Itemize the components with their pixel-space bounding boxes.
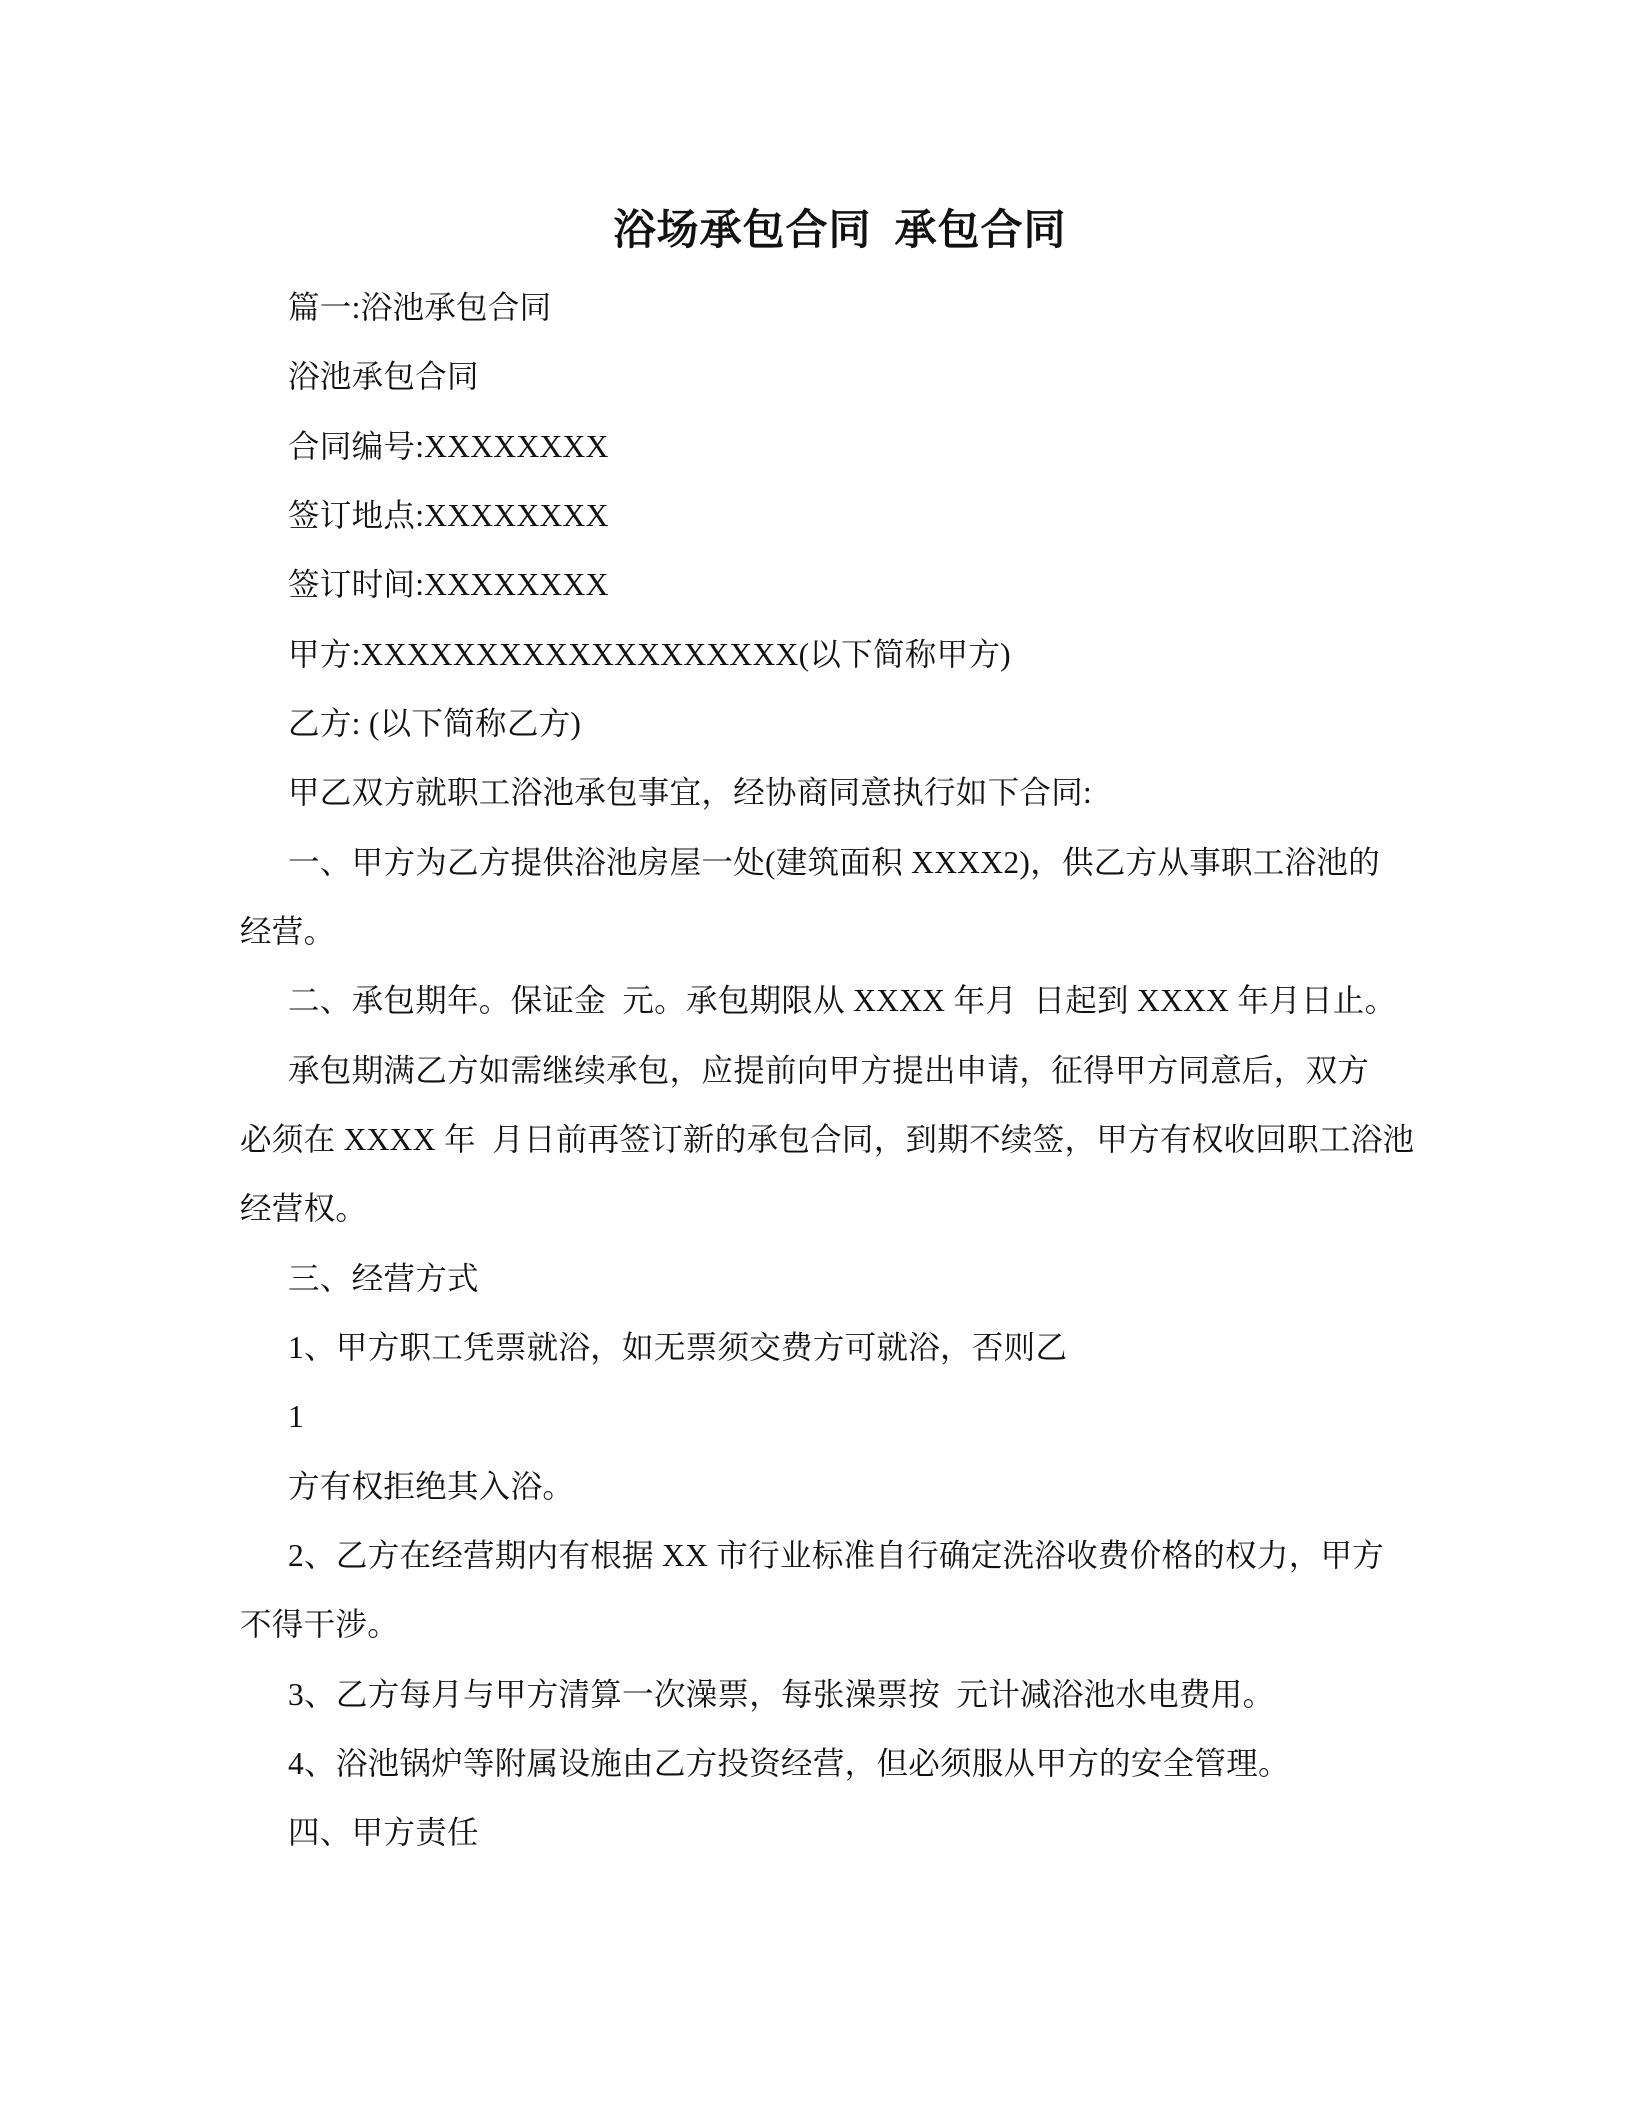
body-line: 4、浴池锅炉等附属设施由乙方投资经营，但必须服从甲方的安全管理。 — [288, 1745, 1290, 1781]
body-line: 乙方: (以下简称乙方) — [288, 705, 582, 741]
body-line: 合同编号:XXXXXXXX — [288, 428, 609, 464]
body-line: 经营。 — [240, 913, 336, 949]
body-line: 浴池承包合同 — [288, 359, 479, 395]
body-line: 承包期满乙方如需继续承包，应提前向甲方提出申请，征得甲方同意后，双方 — [288, 1052, 1370, 1088]
body-line: 1 — [288, 1399, 305, 1435]
body-line: 1、甲方职工凭票就浴，如无票须交费方可就浴，否则乙 — [288, 1329, 1068, 1365]
body-line: 经营权。 — [240, 1191, 368, 1227]
body-line: 方有权拒绝其入浴。 — [288, 1468, 575, 1504]
body-line: 签订时间:XXXXXXXX — [288, 567, 609, 603]
body-line: 不得干涉。 — [240, 1607, 400, 1643]
body-line: 必须在 XXXX 年 月日前再签订新的承包合同，到期不续签，甲方有权收回职工浴池 — [240, 1121, 1415, 1157]
body-line: 甲方:XXXXXXXXXXXXXXXXXXX(以下简称甲方) — [288, 636, 1011, 672]
body-line: 四、甲方责任 — [288, 1815, 479, 1851]
body-line: 一、甲方为乙方提供浴池房屋一处(建筑面积 XXXX2)，供乙方从事职工浴池的 — [288, 844, 1381, 880]
body-line: 2、乙方在经营期内有根据 XX 市行业标准自行确定洗浴收费价格的权力，甲方 — [288, 1537, 1385, 1573]
document-title: 浴场承包合同 承包合同 — [613, 208, 1067, 254]
body-line: 3、乙方每月与甲方清算一次澡票，每张澡票按 元计减浴池水电费用。 — [288, 1676, 1275, 1712]
body-line: 签订地点:XXXXXXXX — [288, 497, 609, 533]
body-line: 三、经营方式 — [288, 1260, 479, 1296]
body-line: 篇一:浴池承包合同 — [288, 290, 552, 325]
body-line: 二、承包期年。保证金 元。承包期限从 XXXX 年月 日起到 XXXX 年月日止。 — [288, 983, 1397, 1019]
body-line: 甲乙双方就职工浴池承包事宜，经协商同意执行如下合同: — [288, 775, 1093, 811]
